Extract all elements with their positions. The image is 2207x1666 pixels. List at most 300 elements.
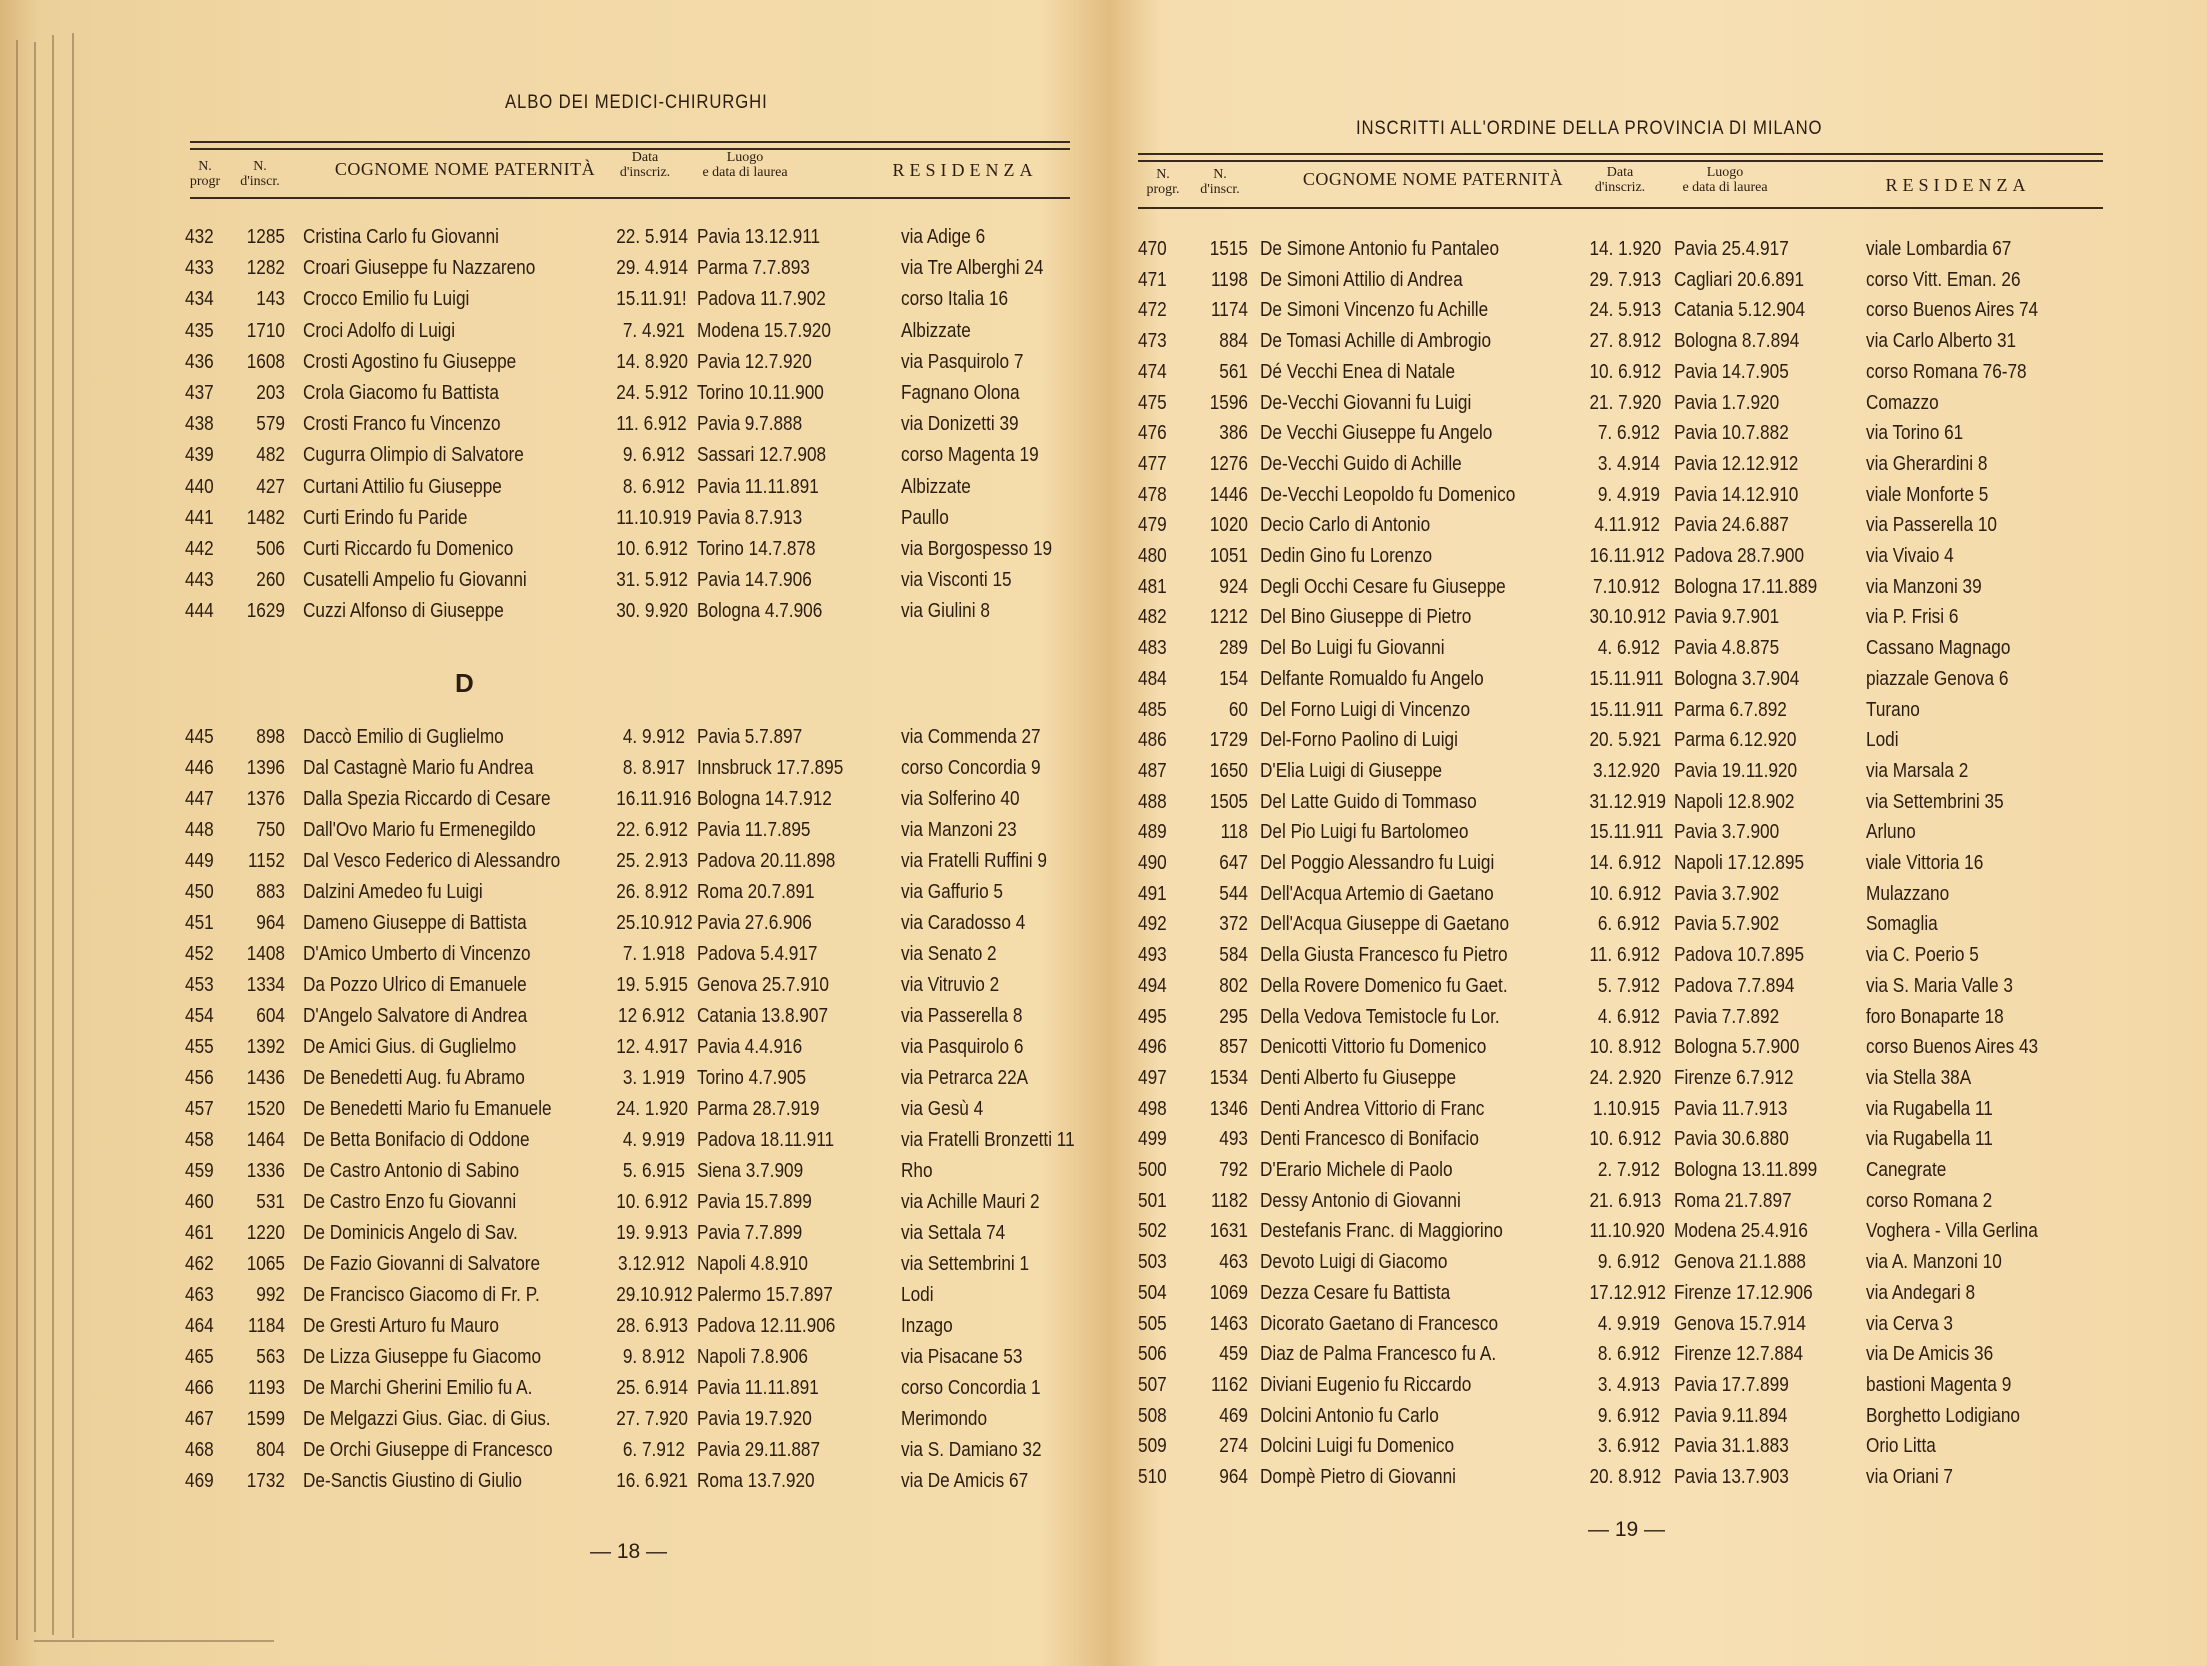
entry-name: De-Vecchi Leopoldo fu Domenico [1260,483,1516,506]
entry-n-progr: 458 [185,1129,214,1151]
entry-name: Cusatelli Ampelio fu Giovanni [303,569,527,592]
entry-date-inscr: 27. 7.920 [616,1408,688,1430]
entry-name: Da Pozzo Ulrico di Emanuele [303,974,527,996]
table-row [1138,1006,2118,1036]
entry-n-inscr: 1515 [1209,238,1248,260]
entry-residence: via Caradosso 4 [901,912,1026,934]
entry-n-inscr: 1220 [246,1222,285,1244]
entry-date-inscr: 4.11.912 [1594,514,1660,537]
entry-n-inscr: 1051 [1209,545,1248,567]
entry-date-inscr: 15.11.911 [1589,698,1664,721]
table-row [1138,453,2118,483]
entry-residence: viale Lombardia 67 [1866,238,2012,260]
entry-residence: via Marsala 2 [1866,759,1969,782]
entry-residence: via Gesù 4 [901,1098,984,1120]
entry-residence: via Petrarca 22A [901,1067,1029,1089]
entry-name: Diaz de Palma Francesco fu A. [1260,1343,1497,1366]
entry-name: Daccò Emilio di Guglielmo [303,726,504,748]
entry-residence: corso Concordia 1 [901,1377,1041,1399]
entry-name: Del Bo Luigi fu Giovanni [1260,637,1445,660]
entry-laurea: Innsbruck 17.7.895 [697,757,844,779]
entry-name: Dedin Gino fu Lorenzo [1260,545,1433,567]
entry-n-progr: 493 [1138,944,1167,967]
entry-n-inscr: 992 [256,1284,285,1306]
entry-n-progr: 455 [185,1036,214,1058]
entry-date-inscr: 6. 6.912 [1597,913,1660,936]
entry-n-inscr: 386 [1219,422,1248,445]
header-bottom-rule [1138,207,2103,209]
entry-residence: via Oriani 7 [1866,1466,1953,1488]
entry-residence: via Achille Mauri 2 [901,1191,1040,1213]
entry-laurea: Firenze 12.7.884 [1674,1343,1804,1366]
entry-laurea: Pavia 14.12.910 [1674,483,1799,506]
col-header-n-progr: N. progr. [1146,167,1180,197]
entry-n-inscr: 1198 [1211,268,1248,291]
table-row [185,1129,1165,1159]
col-header-residenza: RESIDENZA [1885,175,2031,195]
entry-name: Della Giusta Francesco fu Pietro [1260,944,1508,967]
entry-name: D'Elia Luigi di Giuseppe [1260,759,1443,782]
table-row [1138,1466,2118,1496]
entry-date-inscr: 7. 1.918 [622,943,685,965]
entry-name: Cristina Carlo fu Giovanni [303,226,499,248]
entry-n-inscr: 1346 [1209,1097,1248,1120]
entry-n-inscr: 802 [1219,974,1248,997]
entry-laurea: Pavia 3.7.900 [1674,821,1780,844]
entry-date-inscr: 11. 6.912 [1589,944,1660,967]
table-row [185,1377,1165,1407]
entry-date-inscr: 8. 8.917 [622,757,685,779]
entry-residence: via Gherardini 8 [1866,452,1988,475]
entry-n-inscr: 469 [1219,1404,1248,1427]
entry-n-inscr: 1282 [246,257,285,280]
entry-n-progr: 469 [185,1470,214,1492]
page-number: — 19 — [1588,1518,1666,1541]
entry-name: Crocco Emilio fu Luigi [303,288,470,311]
entry-laurea: Pavia 4.8.875 [1674,637,1780,660]
table-row [185,257,1165,287]
entry-date-inscr: 3. 6.912 [1597,1435,1660,1458]
entry-date-inscr: 9. 8.912 [622,1346,685,1368]
entry-laurea: Pavia 19.7.920 [697,1408,812,1430]
entry-n-progr: 468 [185,1439,214,1461]
entry-date-inscr: 14. 1.920 [1589,238,1662,260]
entry-laurea: Pavia 8.7.913 [697,506,803,529]
entry-laurea: Pavia 15.7.899 [697,1191,812,1213]
entry-laurea: Pavia 11.7.913 [1674,1097,1788,1120]
table-row [185,943,1165,973]
entry-date-inscr: 9. 4.919 [1597,483,1660,506]
entry-n-progr: 481 [1138,575,1167,598]
entry-n-inscr: 1732 [246,1470,285,1492]
entry-n-progr: 433 [185,257,214,280]
entry-date-inscr: 7. 4.921 [622,319,685,342]
entry-name: Crola Giacomo fu Battista [303,382,499,404]
table-row [185,1281,1167,1314]
entry-residence: via De Amicis 67 [901,1470,1029,1492]
table-row [185,1036,1165,1066]
entry-residence: viale Vittoria 16 [1866,852,1984,874]
entry-name: De Francisco Giacomo di Fr. P. [303,1284,540,1306]
entry-residence: piazzale Genova 6 [1866,667,2009,690]
entry-residence: via Torino 61 [1866,422,1964,445]
entry-n-progr: 464 [185,1315,214,1337]
entry-name: Delfante Romualdo fu Angelo [1260,667,1484,690]
entry-n-progr: 508 [1138,1404,1167,1427]
entry-date-inscr: 26. 8.912 [616,881,688,903]
entry-residence: via Visconti 15 [901,569,1012,592]
entry-laurea: Pavia 7.7.892 [1674,1005,1780,1028]
entry-n-inscr: 1650 [1209,759,1248,782]
entry-n-inscr: 1520 [246,1098,285,1120]
entry-residence: Fagnano Olona [901,382,1020,404]
entry-date-inscr: 3.12.912 [618,1253,685,1275]
table-row [185,600,1165,630]
entry-date-inscr: 3.12.920 [1593,759,1660,782]
entry-laurea: Roma 20.7.891 [697,881,815,903]
entry-n-progr: 472 [1138,299,1167,322]
table-row [185,881,1165,911]
entry-residence: via Stella 38A [1866,1066,1972,1089]
table-row [1138,1282,2118,1312]
table-row [1138,514,2118,544]
entry-n-progr: 510 [1138,1466,1167,1488]
entry-date-inscr: 20. 5.921 [1589,729,1662,752]
entry-n-progr: 486 [1138,729,1167,752]
entry-residence: corso Romana 76-78 [1866,360,2027,383]
entry-n-progr: 506 [1138,1343,1167,1366]
entry-name: De Simoni Vincenzo fu Achille [1260,299,1489,322]
entry-laurea: Bologna 5.7.900 [1674,1036,1800,1059]
entry-laurea: Pavia 4.4.916 [697,1036,803,1058]
entry-laurea: Pavia 9.11.894 [1674,1404,1788,1427]
table-row [1138,1313,2118,1343]
entry-name: De-Vecchi Guido di Achille [1260,452,1462,475]
entry-n-inscr: 1729 [1209,729,1248,752]
entry-residence: via Settembrini 1 [901,1253,1030,1275]
entry-date-inscr: 22. 6.912 [616,819,688,841]
entry-residence: via Adige 6 [901,226,986,248]
entry-laurea: Parma 28.7.919 [697,1098,820,1120]
entry-name: De Melgazzi Gius. Giac. di Gius. [303,1408,551,1430]
entry-laurea: Padova 20.11.898 [697,850,836,872]
entry-name: Dameno Giuseppe di Battista [303,912,527,934]
entry-name: Curti Riccardo fu Domenico [303,538,514,560]
entry-n-inscr: 1182 [1211,1189,1248,1212]
entry-laurea: Pavia 25.4.917 [1674,238,1789,260]
entry-n-inscr: 1184 [248,1315,285,1337]
entry-name: Dalla Spezia Riccardo di Cesare [303,788,551,810]
entry-n-inscr: 1336 [246,1160,285,1182]
page-stack-edge [16,40,18,1640]
entry-date-inscr: 1.10.915 [1593,1097,1660,1120]
entry-name: Dolcini Antonio fu Carlo [1260,1404,1439,1427]
entry-n-progr: 463 [185,1284,214,1306]
entry-residence: via Gaffurio 5 [901,881,1003,903]
entry-n-progr: 442 [185,538,214,560]
entry-n-progr: 496 [1138,1036,1167,1059]
table-row [1138,668,2118,698]
entry-name: Decio Carlo di Antonio [1260,514,1431,537]
entry-n-inscr: 884 [1219,330,1248,353]
entry-date-inscr: 9. 6.912 [622,444,685,467]
entry-residence: via S. Damiano 32 [901,1439,1042,1461]
entry-name: De Marchi Gherini Emilio fu A. [303,1377,533,1399]
table-row [1138,392,2118,422]
entry-residence: corso Concordia 9 [901,757,1041,779]
entry-residence: via Tre Alberghi 24 [901,257,1044,280]
entry-n-inscr: 274 [1219,1435,1248,1458]
entry-n-progr: 474 [1138,360,1167,383]
entry-residence: Orio Litta [1866,1435,1936,1458]
entry-residence: via Settembrini 35 [1866,790,2004,813]
entry-laurea: Padova 11.7.902 [697,288,826,311]
entry-name: Dell'Acqua Artemio di Gaetano [1260,882,1494,905]
entry-laurea: Siena 3.7.909 [697,1160,804,1182]
entry-n-progr: 497 [1138,1066,1167,1089]
entry-n-progr: 501 [1138,1189,1167,1212]
entry-laurea: Pavia 11.11.891 [697,1377,819,1399]
table-row [185,1160,1165,1190]
entry-name: D'Angelo Salvatore di Andrea [303,1005,528,1027]
entry-n-progr: 457 [185,1098,214,1120]
entry-n-inscr: 1334 [246,974,285,996]
table-row [1138,883,2118,913]
entry-n-inscr: 295 [1219,1005,1248,1028]
header-top-rule [1138,153,2103,162]
entry-residence: Paullo [901,506,949,529]
entry-laurea: Bologna 13.11.899 [1674,1159,1818,1181]
entry-n-inscr: 60 [1228,698,1248,721]
col-header-luogo: Luogo e data di laurea [702,150,788,180]
entry-n-inscr: 1396 [246,757,285,779]
header-bottom-rule [190,197,1070,199]
col-header-luogo: Luogo e data di laurea [1682,165,1768,195]
entry-residence: via Vitruvio 2 [901,974,1000,996]
entry-date-inscr: 10. 6.912 [1589,882,1662,905]
table-row [185,288,1165,318]
entry-date-inscr: 3. 4.913 [1597,1373,1660,1396]
entry-residence: Voghera - Villa Gerlina [1866,1220,2038,1243]
entry-date-inscr: 10. 6.912 [1589,1128,1662,1151]
table-row [185,1222,1165,1252]
entry-n-inscr: 1464 [246,1129,285,1151]
entry-laurea: Napoli 17.12.895 [1674,852,1805,874]
table-row [185,1005,1165,1035]
entry-n-inscr: 531 [256,1191,285,1213]
entry-laurea: Pavia 12.7.920 [697,350,812,373]
entry-date-inscr: 10. 6.912 [616,538,688,560]
table-row [185,788,1165,818]
entry-n-inscr: 647 [1219,852,1248,874]
entry-n-progr: 489 [1138,821,1167,844]
entry-n-progr: 495 [1138,1005,1167,1028]
entry-date-inscr: 12. 4.917 [616,1036,688,1058]
table-row [185,538,1165,568]
entry-n-progr: 465 [185,1346,214,1368]
entry-residence: via Passerella 10 [1866,514,1997,537]
entry-residence: via Rugabella 11 [1866,1097,1993,1120]
entry-residence: via Vivaio 4 [1866,545,1954,567]
table-row [1138,1159,2118,1189]
entry-laurea: Pavia 9.7.888 [697,413,803,436]
entry-laurea: Bologna 14.7.912 [697,788,832,810]
entry-residence: Albizzate [901,475,971,498]
table-row [1138,1374,2118,1404]
entry-residence: corso Buenos Aires 74 [1866,299,2039,322]
entry-name: Del Latte Guido di Tommaso [1260,790,1477,813]
entry-residence: via Fratelli Ruffini 9 [901,850,1047,872]
table-row [185,1346,1165,1376]
col-header-n-inscr: N. d'inscr. [240,159,280,189]
entry-name: De Dominicis Angelo di Sav. [303,1222,518,1244]
entry-n-inscr: 964 [1219,1466,1248,1488]
entry-n-inscr: 1608 [246,350,285,373]
entry-n-inscr: 898 [256,726,285,748]
entry-n-progr: 502 [1138,1220,1167,1243]
col-header-data-inscriz: Data d'inscriz. [1594,165,1646,195]
entry-date-inscr: 9. 6.912 [1597,1251,1660,1274]
entry-n-inscr: 1065 [246,1253,285,1275]
table-row [185,912,1165,942]
col-header-data-inscriz: Data d'inscriz. [619,150,671,180]
entry-date-inscr: 24. 5.912 [616,382,688,404]
table-row [1138,791,2118,821]
entry-laurea: Genova 15.7.914 [1674,1312,1806,1335]
entry-date-inscr: 5. 6.915 [622,1160,685,1182]
entry-residence: via Cerva 3 [1866,1312,1953,1335]
entry-n-progr: 444 [185,600,214,623]
entry-n-inscr: 143 [256,288,285,311]
entry-laurea: Bologna 4.7.906 [697,600,823,623]
entry-name: D'Amico Umberto di Vincenzo [303,943,531,965]
entry-n-progr: 456 [185,1067,214,1089]
entry-n-progr: 500 [1138,1159,1167,1181]
entry-laurea: Pavia 29.11.887 [697,1439,821,1461]
entry-laurea: Bologna 8.7.894 [1674,330,1800,353]
entry-residence: via Borgospesso 19 [901,538,1053,560]
entry-residence: via Solferino 40 [901,788,1020,810]
table-row [1138,606,2118,636]
entry-n-inscr: 584 [1219,944,1248,967]
entry-laurea: Napoli 12.8.902 [1674,790,1795,813]
entry-date-inscr: 19. 5.915 [616,974,688,996]
entry-date-inscr: 29.10.912 [616,1284,693,1306]
entry-residence: Lodi [901,1284,934,1306]
table-row [1138,1190,2118,1220]
entry-laurea: Pavia 14.7.905 [1674,360,1789,383]
entry-n-progr: 434 [185,288,214,311]
entry-n-progr: 504 [1138,1281,1167,1304]
table-row [1138,299,2118,329]
entry-residence: Rho [901,1160,933,1182]
table-row [185,226,1165,256]
entry-date-inscr: 24. 5.913 [1589,299,1662,322]
entry-name: De Betta Bonifacio di Oddone [303,1129,530,1151]
entry-residence: via P. Frisi 6 [1866,606,1959,629]
entry-residence: via Settala 74 [901,1222,1006,1244]
table-row [185,1439,1165,1469]
entry-n-inscr: 1596 [1209,391,1248,414]
table-row [185,569,1165,599]
entry-n-progr: 441 [185,506,214,529]
entry-date-inscr: 14. 8.920 [616,350,688,373]
entry-residence: Albizzate [901,319,971,342]
header-top-rule [190,141,1070,150]
entry-laurea: Bologna 3.7.904 [1674,667,1800,690]
entry-residence: Borghetto Lodigiano [1866,1404,2020,1427]
entry-n-inscr: 964 [256,912,285,934]
entry-residence: Cassano Magnago [1866,637,2011,660]
entry-laurea: Roma 21.7.897 [1674,1189,1792,1212]
table-row [185,444,1165,474]
entry-n-progr: 490 [1138,852,1167,874]
entry-date-inscr: 10. 8.912 [1589,1036,1662,1059]
entry-date-inscr: 8. 6.912 [622,475,685,498]
entry-n-inscr: 1505 [1209,790,1248,813]
entry-date-inscr: 31. 5.912 [616,569,688,592]
entry-name: De Benedetti Aug. fu Abramo [303,1067,525,1089]
entry-n-inscr: 857 [1219,1036,1248,1059]
table-row [185,726,1165,756]
entry-name: Dall'Ovo Mario fu Ermenegildo [303,819,536,841]
entry-n-progr: 462 [185,1253,214,1275]
entry-date-inscr: 24. 2.920 [1589,1066,1662,1089]
table-row [1138,975,2118,1005]
entry-name: Dalzini Amedeo fu Luigi [303,881,483,903]
running-title: INSCRITTI ALL'ORDINE DELLA PROVINCIA DI MILANO [1356,118,1823,139]
entry-laurea: Pavia 9.7.901 [1674,606,1780,629]
entry-residence: via Manzoni 23 [901,819,1017,841]
entry-residence: via Pisacane 53 [901,1346,1023,1368]
entry-date-inscr: 10. 6.912 [616,1191,688,1213]
entry-name: Del Poggio Alessandro fu Luigi [1260,852,1495,874]
entry-n-progr: 476 [1138,422,1167,445]
entry-n-inscr: 792 [1219,1159,1248,1181]
entry-n-progr: 454 [185,1005,214,1027]
table-row [1138,1098,2118,1128]
table-row [185,850,1165,880]
table-row [185,1408,1165,1438]
entry-name: Denti Francesco di Bonifacio [1260,1128,1479,1151]
entry-date-inscr: 4. 6.912 [1597,637,1660,660]
entry-n-progr: 475 [1138,391,1167,414]
entry-n-inscr: 1069 [1209,1281,1248,1304]
entry-n-inscr: 1020 [1209,514,1248,537]
entry-n-progr: 437 [185,382,214,404]
entry-name: Dé Vecchi Enea di Natale [1260,360,1456,383]
entry-n-progr: 483 [1138,637,1167,660]
entry-n-inscr: 459 [1219,1343,1248,1366]
entry-laurea: Roma 13.7.920 [697,1470,815,1492]
entry-laurea: Sassari 12.7.908 [697,444,827,467]
table-row [185,974,1165,1004]
entry-name: Cugurra Olimpio di Salvatore [303,444,524,467]
entry-n-inscr: 1629 [246,600,285,623]
entry-residence: Arluno [1866,821,1916,844]
entry-n-inscr: 1193 [248,1377,285,1399]
entry-n-progr: 492 [1138,913,1167,936]
entry-residence: Mulazzano [1866,882,1950,905]
col-header-n-progr: N. progr [189,159,221,189]
entry-name: De Simone Antonio fu Pantaleo [1260,238,1500,260]
entry-laurea: Pavia 3.7.902 [1674,882,1780,905]
entry-name: De Lizza Giuseppe fu Giacomo [303,1346,542,1368]
entry-laurea: Padova 12.11.906 [697,1315,836,1337]
entry-date-inscr: 16.11.912 [1589,545,1665,567]
entry-n-progr: 470 [1138,238,1167,260]
entry-date-inscr: 25. 6.914 [616,1377,688,1399]
